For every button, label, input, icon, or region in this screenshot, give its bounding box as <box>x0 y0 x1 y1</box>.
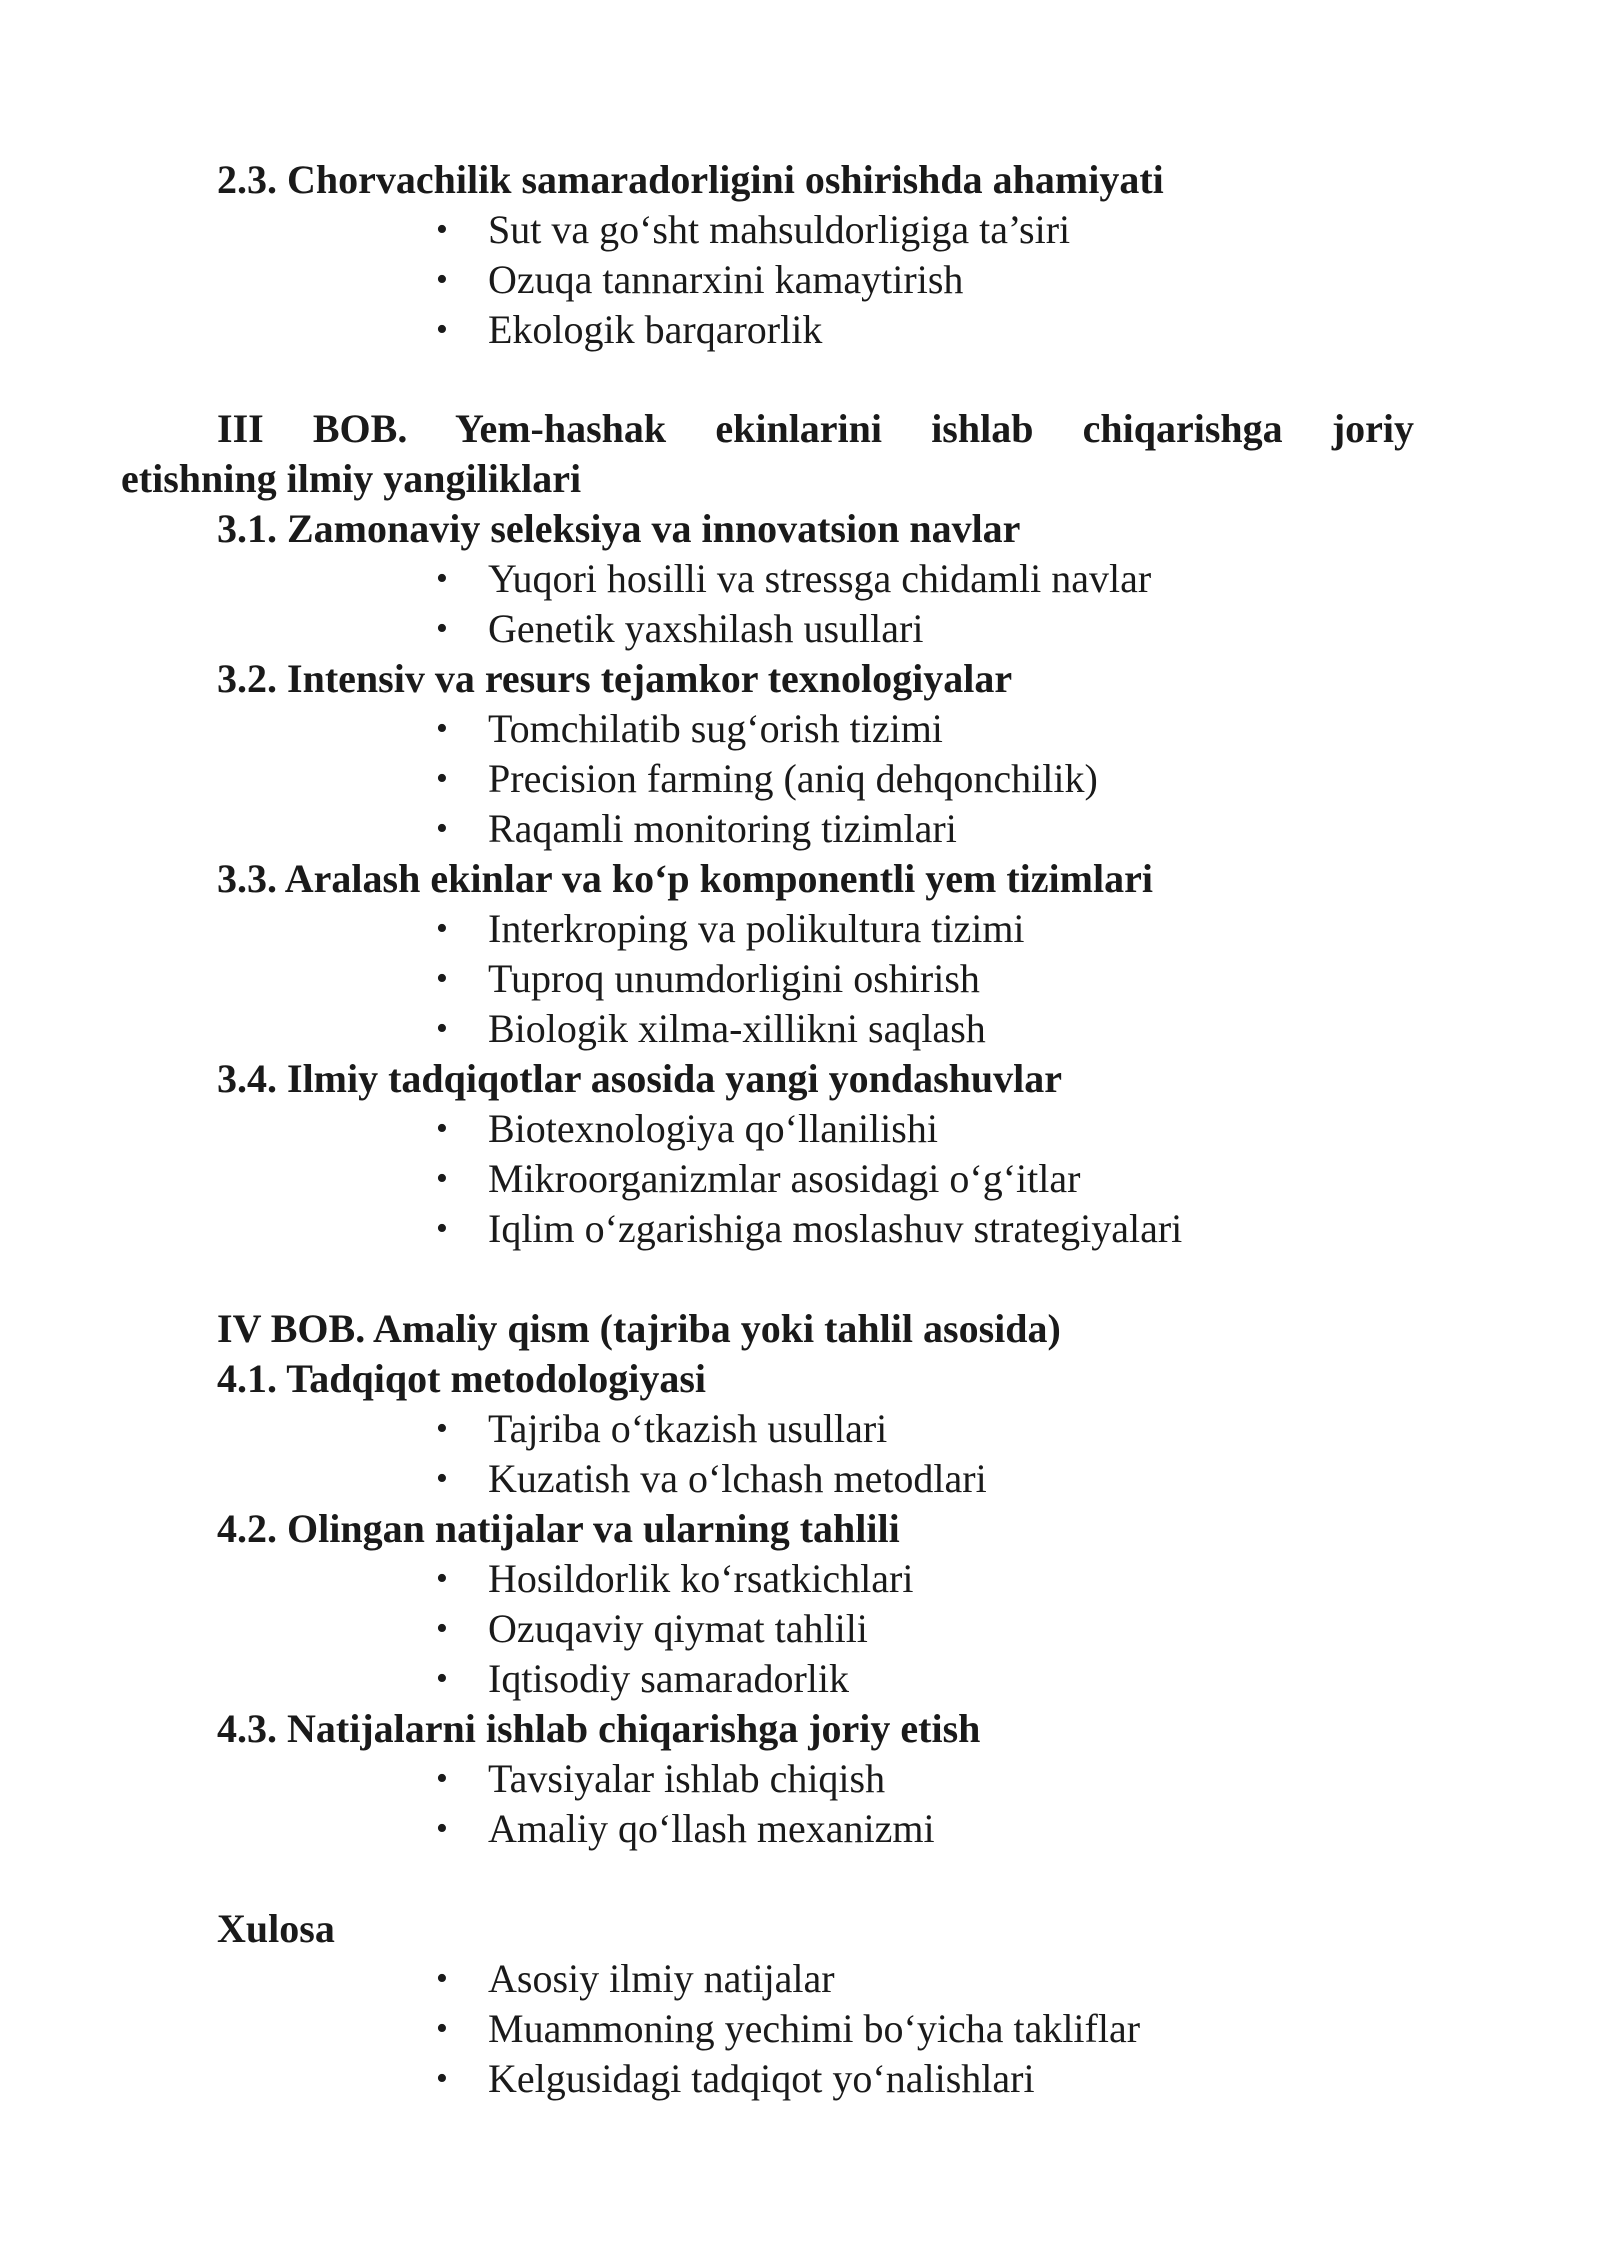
section-heading-3-4: 3.4. Ilmiy tadqiqotlar asosida yangi yondashuvlar <box>217 1056 1063 1101</box>
chapter-title-word: BOB. <box>312 406 408 451</box>
list-item-text: Raqamli monitoring tizimlari <box>488 806 957 851</box>
bullet-icon: • <box>436 311 448 348</box>
chapter-title-word: Yem-hashak <box>455 406 667 451</box>
bullet-icon: • <box>436 1160 448 1197</box>
section-heading-3-1: 3.1. Zamonaviy seleksiya va innovatsion navlar <box>217 506 1021 551</box>
list-item-text: Muammoning yechimi bo‘yicha takliflar <box>488 2006 1141 2051</box>
bullet-icon: • <box>436 1610 448 1647</box>
chapter-title-word: joriy <box>1331 406 1415 451</box>
list-item-text: Genetik yaxshilash usullari <box>488 606 924 651</box>
bullet-icon: • <box>436 2060 448 2097</box>
list-item-text: Interkroping va polikultura tizimi <box>488 906 1025 951</box>
list-item-text: Biotexnologiya qo‘llanilishi <box>488 1106 938 1151</box>
list-item-text: Asosiy ilmiy natijalar <box>488 1956 835 2001</box>
bullet-icon: • <box>436 560 448 597</box>
bullet-icon: • <box>436 1410 448 1447</box>
bullet-icon: • <box>436 960 448 997</box>
list-item-text: Tuproq unumdorligini oshirish <box>488 956 980 1001</box>
chapter-title-word: ishlab <box>931 406 1034 451</box>
list-item-text: Tavsiyalar ishlab chiqish <box>488 1756 886 1801</box>
list-item-text: Yuqori hosilli va stressga chidamli navlar <box>488 556 1152 601</box>
list-item-text: Kuzatish va o‘lchash metodlari <box>488 1456 987 1501</box>
bullet-icon: • <box>436 1760 448 1797</box>
list-item-text: Sut va go‘sht mahsuldorligiga ta’siri <box>488 207 1071 252</box>
list-item-text: Mikroorganizmlar asosidagi o‘g‘itlar <box>488 1156 1081 1201</box>
section-heading-4-2: 4.2. Olingan natijalar va ularning tahlili <box>217 1506 900 1551</box>
bullet-icon: • <box>436 810 448 847</box>
bullet-icon: • <box>436 1560 448 1597</box>
bullet-icon: • <box>436 261 448 298</box>
list-item-text: Tomchilatib sug‘orish tizimi <box>488 706 943 751</box>
list-item-text: Hosildorlik ko‘rsatkichlari <box>488 1556 914 1601</box>
bullet-icon: • <box>436 1010 448 1047</box>
list-item-text: Precision farming (aniq dehqonchilik) <box>488 756 1098 801</box>
bullet-icon: • <box>436 1210 448 1247</box>
bullet-icon: • <box>436 2010 448 2047</box>
section-heading-4-1: 4.1. Tadqiqot metodologiyasi <box>217 1356 707 1401</box>
list-item-text: Biologik xilma-xillikni saqlash <box>488 1006 986 1051</box>
list-item-text: Kelgusidagi tadqiqot yo‘nalishlari <box>488 2056 1035 2101</box>
section-heading-3-2: 3.2. Intensiv va resurs tejamkor texnologiyalar <box>217 656 1013 701</box>
conclusion-heading: Xulosa <box>217 1906 335 1951</box>
list-item-text: Iqlim o‘zgarishiga moslashuv strategiyalari <box>488 1206 1183 1251</box>
chapter-title-3-continued: etishning ilmiy yangiliklari <box>121 456 582 501</box>
section-heading-2-3: 2.3. Chorvachilik samaradorligini oshirishda ahamiyati <box>217 157 1164 202</box>
bullet-icon: • <box>436 1110 448 1147</box>
chapter-title-word: III <box>217 406 264 451</box>
list-item-text: Amaliy qo‘llash mexanizmi <box>488 1806 935 1851</box>
bullet-icon: • <box>436 1660 448 1697</box>
bullet-icon: • <box>436 1810 448 1847</box>
bullet-icon: • <box>436 1460 448 1497</box>
section-heading-4-3: 4.3. Natijalarni ishlab chiqarishga joriy etish <box>217 1706 981 1751</box>
bullet-icon: • <box>436 710 448 747</box>
chapter-title-3 <box>217 404 1414 454</box>
list-item-text: Tajriba o‘tkazish usullari <box>488 1406 888 1451</box>
bullet-icon: • <box>436 760 448 797</box>
list-item-text: Iqtisodiy samaradorlik <box>488 1656 850 1701</box>
bullet-icon: • <box>436 910 448 947</box>
bullet-icon: • <box>436 211 448 248</box>
bullet-icon: • <box>436 1960 448 1997</box>
chapter-title-word: ekinlarini <box>715 406 883 451</box>
section-heading-3-3: 3.3. Aralash ekinlar va ko‘p komponentli yem tizimlari <box>217 856 1153 901</box>
list-item-text: Ekologik barqarorlik <box>488 307 823 352</box>
chapter-title-word: chiqarishga <box>1082 406 1283 451</box>
list-item-text: Ozuqa tannarxini kamaytirish <box>488 257 964 302</box>
chapter-title-4: IV BOB. Amaliy qism (tajriba yoki tahlil asosida) <box>217 1306 1061 1351</box>
bullet-icon: • <box>436 610 448 647</box>
list-item-text: Ozuqaviy qiymat tahlili <box>488 1606 868 1651</box>
